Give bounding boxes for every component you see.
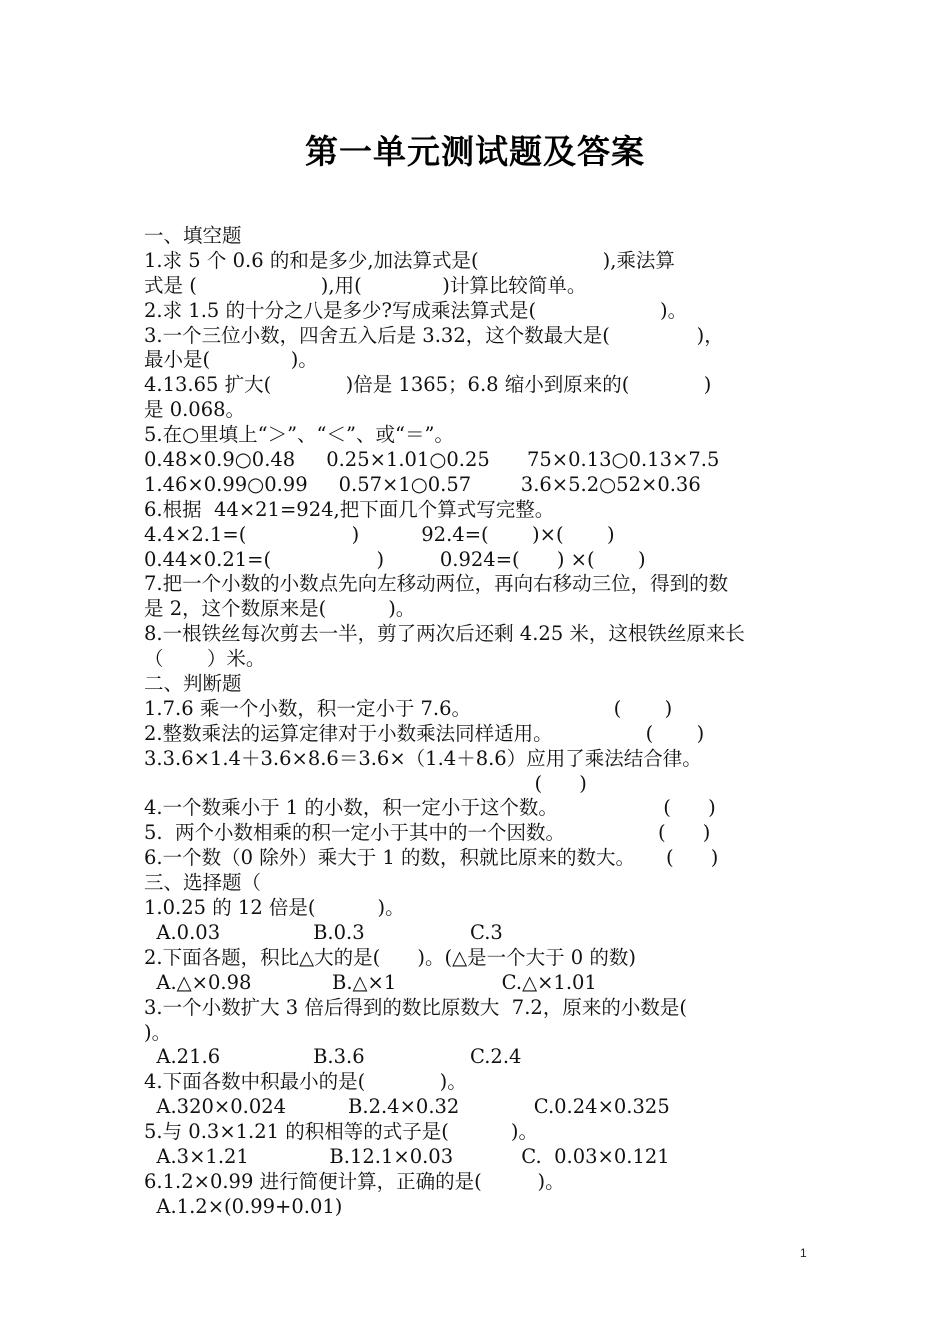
text-line: 最小是( )。 xyxy=(144,348,318,372)
text-line: 3.3.6×1.4＋3.6×8.6＝3.6×（1.4＋8.6）应用了乘法结合律。 xyxy=(144,746,702,770)
text-line: 2.整数乘法的运算定律对于小数乘法同样适用。 ( ) xyxy=(144,721,705,745)
page-number: 1 xyxy=(800,1246,807,1260)
text-line: 三、选择题（ xyxy=(144,871,262,895)
text-line: 式是 ( ),用( )计算比较简单。 xyxy=(144,273,587,297)
text-line: 8.一根铁丝每次剪去一半，剪了两次后还剩 4.25 米，这根铁丝原来长 xyxy=(144,622,745,646)
text-line: ( ) xyxy=(144,771,587,795)
text-line: 5.与 0.3×1.21 的积相等的式子是( )。 xyxy=(144,1120,538,1144)
text-line: 6.1.2×0.99 进行简便计算，正确的是( )。 xyxy=(144,1169,565,1193)
text-line: 7.把一个小数的小数点先向左移动两位，再向右移动三位，得到的数 xyxy=(144,572,729,596)
page-title: 第一单元测试题及答案 xyxy=(305,132,645,171)
text-line: 1.0.25 的 12 倍是( )。 xyxy=(144,896,405,920)
text-line: 2.求 1.5 的十分之八是多少?写成乘法算式是( )。 xyxy=(144,298,688,322)
text-line: 3.一个三位小数，四舍五入后是 3.32，这个数最大是( )， xyxy=(144,323,724,347)
text-line: （ ）米。 xyxy=(144,647,266,671)
text-line: 是 0.068。 xyxy=(144,398,246,422)
text-line: A.320×0.024 B.2.4×0.32 C.0.24×0.325 xyxy=(144,1095,670,1119)
text-line: A.0.03 B.0.3 C.3 xyxy=(144,920,503,944)
text-line: 二、判断题 xyxy=(144,672,242,696)
document-body xyxy=(144,224,824,1220)
text-line: 1.46×0.99○0.99 0.57×1○0.57 3.6×5.2○52×0.36 xyxy=(144,472,701,496)
text-line: 6.一个数（0 除外）乘大于 1 的数，积就比原来的数大。 ( ) xyxy=(144,846,719,870)
text-line: 1.求 5 个 0.6 的和是多少,加法算式是( ),乘法算 xyxy=(144,248,675,272)
text-line: A.3×1.21 B.12.1×0.03 C. 0.03×0.121 xyxy=(144,1144,670,1168)
text-line: 0.44×0.21=( ) 0.924=( ) ×( ) xyxy=(144,547,646,571)
text-line: 0.48×0.9○0.48 0.25×1.01○0.25 75×0.13○0.13×7.5 xyxy=(144,448,720,472)
text-line: 2.下面各题，积比△大的是( )。(△是一个大于 0 的数) xyxy=(144,945,637,969)
text-line: 4.4×2.1=( ) 92.4=( )×( ) xyxy=(144,522,615,546)
text-line: 5. 两个小数相乘的积一定小于其中的一个因数。 ( ) xyxy=(144,821,711,845)
text-line: 1.7.6 乘一个小数，积一定小于 7.6。 ( ) xyxy=(144,696,673,720)
text-line: 5.在○里填上“＞”、“＜”、或“＝”。 xyxy=(144,423,454,447)
text-line: 4.下面各数中积最小的是( )。 xyxy=(144,1070,467,1094)
text-line: A.21.6 B.3.6 C.2.4 xyxy=(144,1045,522,1069)
text-line: )。 xyxy=(144,1020,172,1044)
text-line: 是 2，这个数原来是( )。 xyxy=(144,597,416,621)
text-line: 4.13.65 扩大( )倍是 1365；6.8 缩小到原来的( ) xyxy=(144,373,712,397)
text-line: 6.根据 44×21=924,把下面几个算式写完整。 xyxy=(144,497,555,521)
text-line: A.1.2×(0.99+0.01) xyxy=(144,1194,343,1218)
text-line: A.△×0.98 B.△×1 C.△×1.01 xyxy=(144,970,597,994)
text-line: 4.一个数乘小于 1 的小数，积一定小于这个数。 ( ) xyxy=(144,796,716,820)
text-line: 一、填空题 xyxy=(144,224,242,247)
text-line: 3.一个小数扩大 3 倍后得到的数比原数大 7.2，原来的小数是( xyxy=(144,995,687,1019)
